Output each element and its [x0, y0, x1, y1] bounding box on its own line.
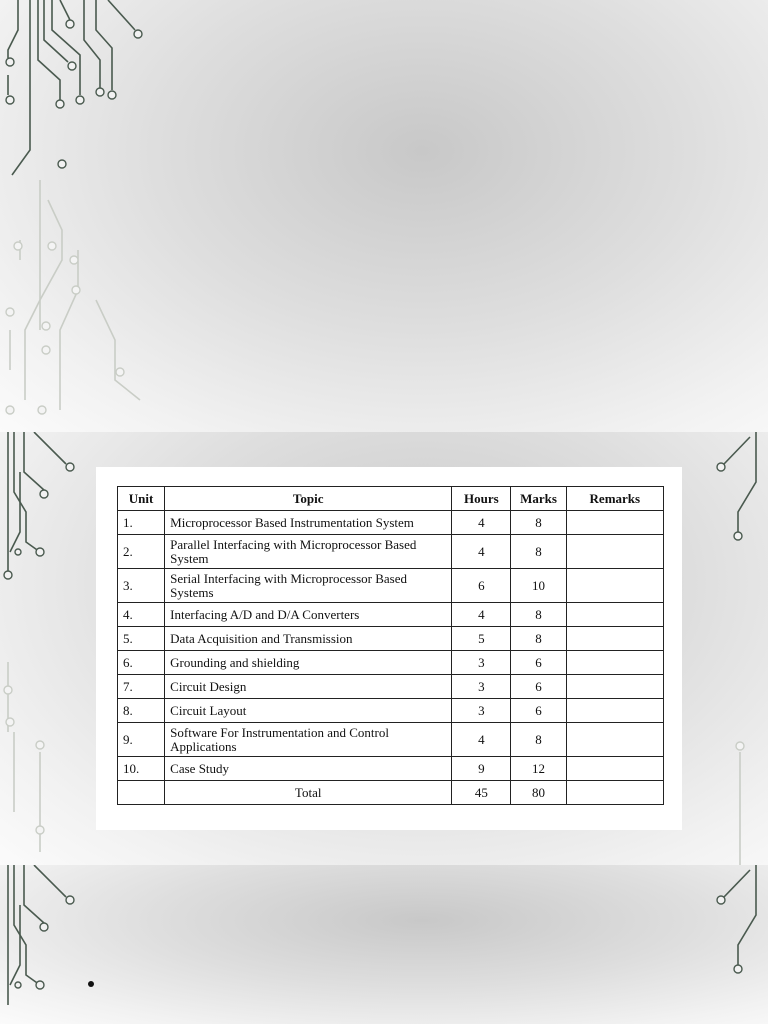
cell-hours: 6: [452, 569, 511, 603]
circuit-right-icon: [700, 865, 768, 1024]
table-row: [118, 569, 664, 603]
cell-topic: Serial Interfacing with Microprocessor Based Systems: [165, 569, 452, 603]
cell-topic: Software For Instrumentation and Control Applications: [165, 723, 452, 757]
table-row: [118, 699, 664, 723]
cell-topic: Data Acquisition and Transmission: [165, 627, 452, 651]
cell-hours: 9: [452, 757, 511, 781]
table-row: [118, 651, 664, 675]
cell-topic: Case Study: [165, 757, 452, 781]
cell-unit-empty: [118, 781, 165, 805]
syllabus-table: [117, 486, 664, 805]
cell-marks: 10: [511, 569, 566, 603]
cell-marks: 8: [511, 603, 566, 627]
cell-unit: 3.: [118, 569, 165, 603]
cell-remarks: [566, 757, 663, 781]
slide-3: [0, 865, 768, 1024]
cell-unit: 4.: [118, 603, 165, 627]
cell-remarks: [566, 651, 663, 675]
cell-marks: 8: [511, 511, 566, 535]
cell-hours: 4: [452, 511, 511, 535]
cell-topic: Interfacing A/D and D/A Converters: [165, 603, 452, 627]
cell-unit: 8.: [118, 699, 165, 723]
circuit-left-icon: [0, 432, 80, 865]
cell-hours: 3: [452, 699, 511, 723]
header-unit: Unit: [118, 487, 165, 511]
table-row: [118, 627, 664, 651]
cell-remarks: [566, 603, 663, 627]
table-row: [118, 535, 664, 569]
circuit-decoration-icon: [0, 0, 160, 432]
header-marks: Marks: [511, 487, 566, 511]
cell-marks: 8: [511, 627, 566, 651]
circuit-right-icon: [700, 432, 768, 865]
cell-hours: 4: [452, 535, 511, 569]
table-row: [118, 511, 664, 535]
cell-unit: 5.: [118, 627, 165, 651]
cell-remarks-empty: [566, 781, 663, 805]
cell-remarks: [566, 535, 663, 569]
cell-unit: 10.: [118, 757, 165, 781]
cell-topic: Grounding and shielding: [165, 651, 452, 675]
cell-hours: 4: [452, 723, 511, 757]
table-row: [118, 757, 664, 781]
cell-unit: 7.: [118, 675, 165, 699]
total-label: Total: [165, 781, 452, 805]
total-hours: 45: [452, 781, 511, 805]
cell-remarks: [566, 627, 663, 651]
cell-remarks: [566, 675, 663, 699]
slide-2: [0, 432, 768, 865]
cell-topic: Parallel Interfacing with Microprocessor Based System: [165, 535, 452, 569]
cell-hours: 3: [452, 675, 511, 699]
cell-marks: 6: [511, 699, 566, 723]
header-topic: Topic: [165, 487, 452, 511]
circuit-left-icon: [0, 865, 80, 1024]
cell-marks: 6: [511, 651, 566, 675]
bullet-point: [88, 981, 94, 987]
cell-marks: 8: [511, 723, 566, 757]
cell-hours: 4: [452, 603, 511, 627]
cell-topic: Circuit Layout: [165, 699, 452, 723]
cell-hours: 5: [452, 627, 511, 651]
cell-hours: 3: [452, 651, 511, 675]
cell-topic: Circuit Design: [165, 675, 452, 699]
cell-marks: 12: [511, 757, 566, 781]
header-hours: Hours: [452, 487, 511, 511]
total-marks: 80: [511, 781, 566, 805]
slide-1: [0, 0, 768, 432]
table-header-row: [118, 487, 664, 511]
cell-marks: 8: [511, 535, 566, 569]
table-card: [96, 467, 682, 830]
cell-remarks: [566, 699, 663, 723]
cell-remarks: [566, 511, 663, 535]
cell-marks: 6: [511, 675, 566, 699]
table-row: [118, 723, 664, 757]
header-remarks: Remarks: [566, 487, 663, 511]
cell-unit: 1.: [118, 511, 165, 535]
cell-remarks: [566, 569, 663, 603]
table-row: [118, 675, 664, 699]
cell-unit: 9.: [118, 723, 165, 757]
cell-unit: 6.: [118, 651, 165, 675]
total-row: [118, 781, 664, 805]
cell-topic: Microprocessor Based Instrumentation System: [165, 511, 452, 535]
cell-remarks: [566, 723, 663, 757]
cell-unit: 2.: [118, 535, 165, 569]
table-row: [118, 603, 664, 627]
